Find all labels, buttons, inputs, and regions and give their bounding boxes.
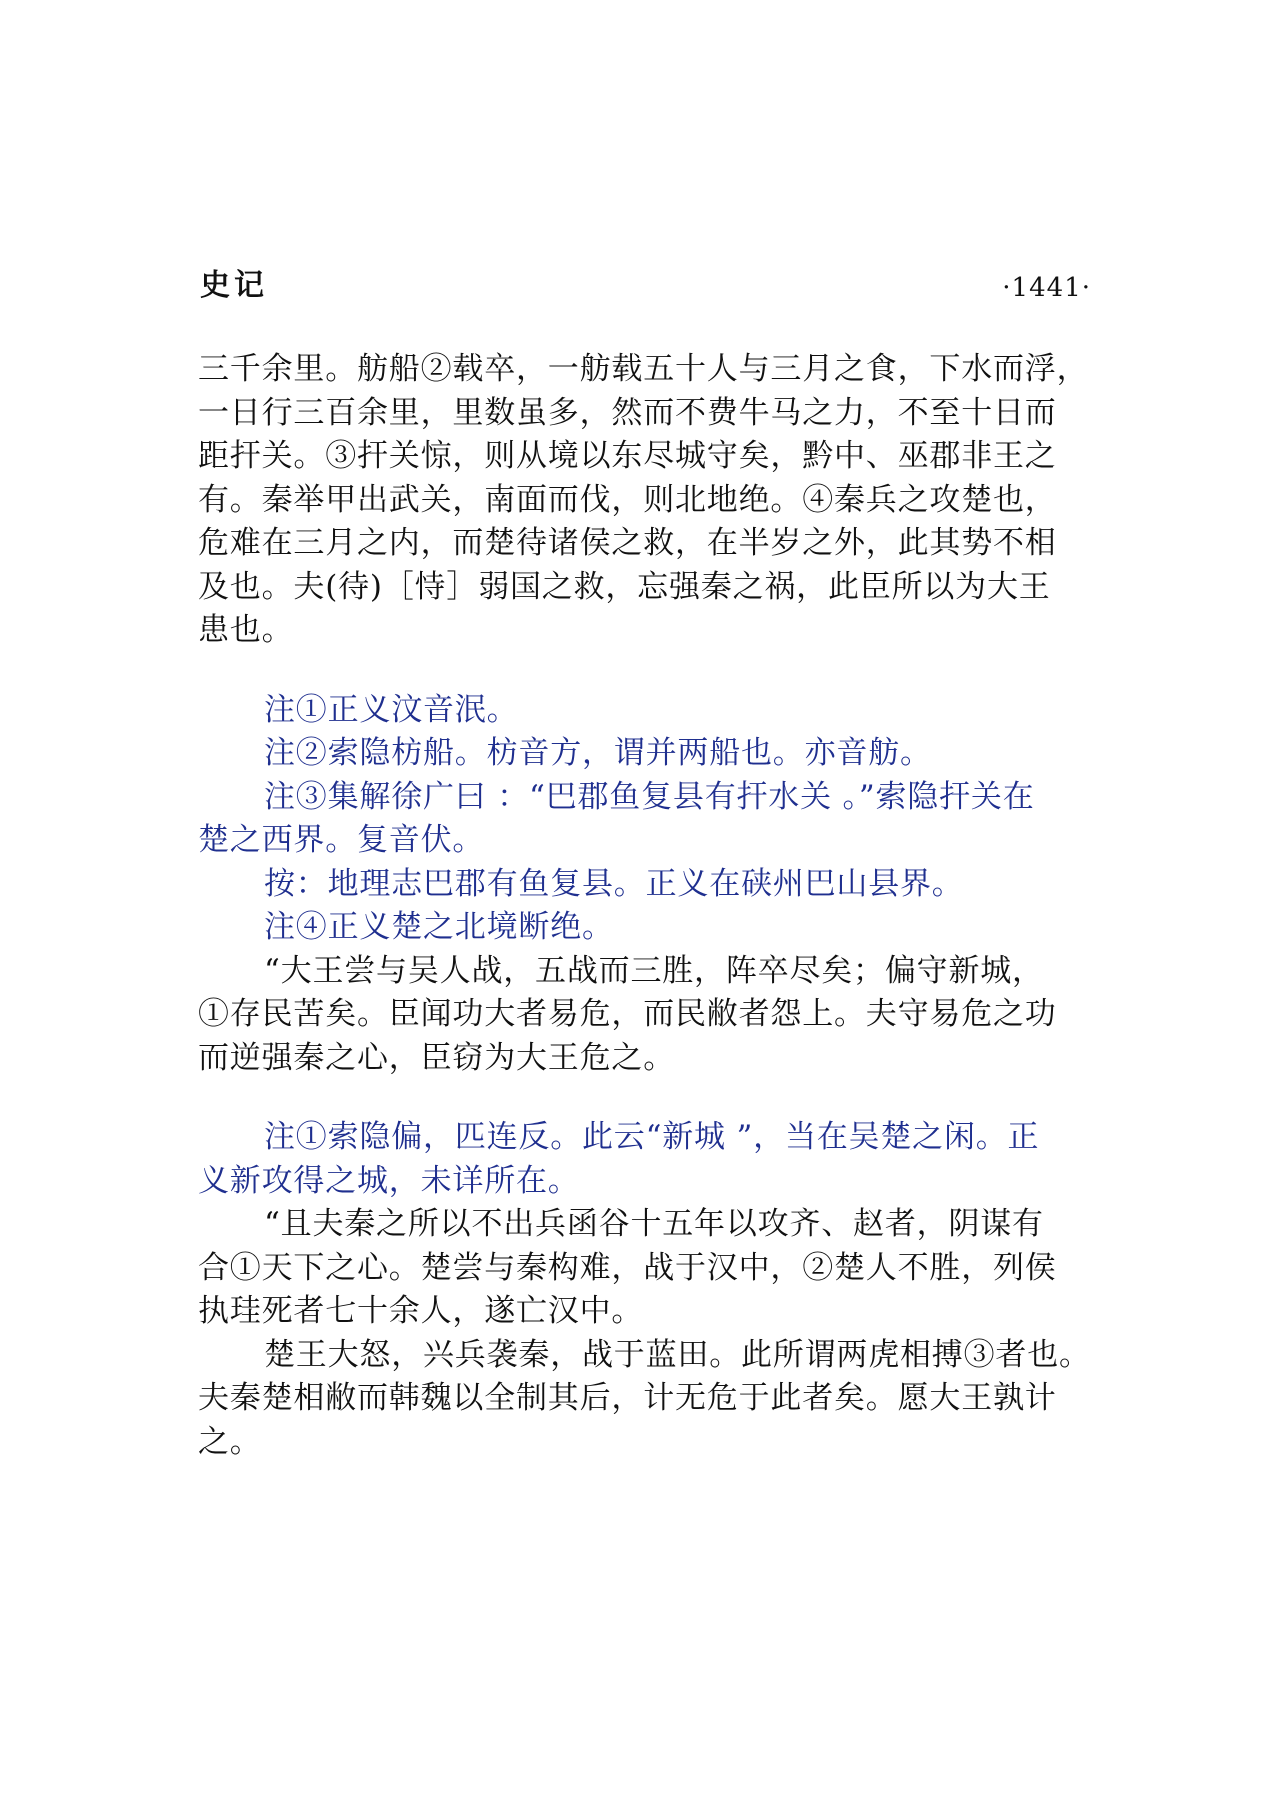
- annotation-line: 楚之西界。复音伏。: [198, 822, 485, 858]
- text-line: ①存民苦矣。臣闻功大者易危，而民敝者怨上。夫守易危之功: [198, 996, 1057, 1032]
- text-line: 合①天下之心。楚尝与秦构难，战于汉中，②楚人不胜，列侯: [198, 1249, 1057, 1286]
- annotation-line: 义新攻得之城，未详所在。: [198, 1162, 580, 1199]
- paragraph: [198, 348, 1098, 653]
- text-line: “大王尝与吴人战，五战而三胜，阵卒尽矣；偏守新城，: [264, 952, 1044, 989]
- text-line: 夫秦楚相敝而韩魏以全制其后，计无危于此者矣。愿大王孰计: [198, 1380, 1057, 1416]
- annotation-line: 注④正义楚之北境断绝。: [264, 909, 614, 945]
- text-line: 楚王大怒，兴兵袭秦，战于蓝田。此所谓两虎相搏③者也。: [264, 1336, 1091, 1373]
- paragraph: [198, 950, 1098, 1081]
- text-line: 及也。夫(待)［恃］弱国之救，忘强秦之祸，此臣所以为大王: [198, 568, 1051, 605]
- running-head-title: 史记: [200, 268, 268, 303]
- annotation-block: [198, 1116, 1098, 1203]
- text-line: 危难在三月之内，而楚待诸侯之救，在半岁之外，此其势不相: [198, 525, 1057, 561]
- text-line: 距扞关。③扞关惊，则从境以东尽城守矣，黔中、巫郡非王之: [198, 438, 1057, 474]
- annotation-line: 注①索隐偏，匹连反。此云“新城 ”，当在吴楚之闲。正: [264, 1119, 1040, 1155]
- page-number: ·1441·: [1002, 273, 1091, 303]
- annotation-line: 注②索隐枋船。枋音方，谓并两船也。亦音舫。: [264, 735, 932, 771]
- paragraph-gap: [198, 653, 1098, 689]
- annotation-line: 按：地理志巴郡有鱼复县。正义在硖州巴山县界。: [264, 865, 964, 902]
- text-line: 之。: [198, 1423, 262, 1460]
- text-line: 三千余里。舫船②载卒，一舫载五十人与三月之食，下水而浮，: [198, 351, 1089, 387]
- paragraph: [198, 1334, 1098, 1465]
- paragraph: [198, 1203, 1098, 1334]
- text-line: 而逆强秦之心，臣窃为大王危之。: [198, 1039, 675, 1076]
- annotation-line: 注③集解徐广曰 ：“巴郡鱼复县有扞水关 。”索隐扞关在: [264, 778, 1035, 815]
- text-line: “且夫秦之所以不出兵函谷十五年以攻齐、赵者，阴谋有: [264, 1206, 1044, 1242]
- paragraph-gap: [198, 1080, 1098, 1116]
- text-line: 执珪死者七十余人，遂亡汉中。: [198, 1293, 644, 1329]
- annotation-line: 注①正义汶音泯。: [264, 691, 519, 728]
- annotation-block: [198, 689, 1098, 950]
- body-text: [198, 348, 1098, 1464]
- text-line: 一日行三百余里，里数虽多，然而不费牛马之力，不至十日而: [198, 394, 1057, 431]
- text-line: 患也。: [198, 612, 294, 648]
- text-line: 有。秦举甲出武关，南面而伐，则北地绝。④秦兵之攻楚也，: [198, 481, 1057, 518]
